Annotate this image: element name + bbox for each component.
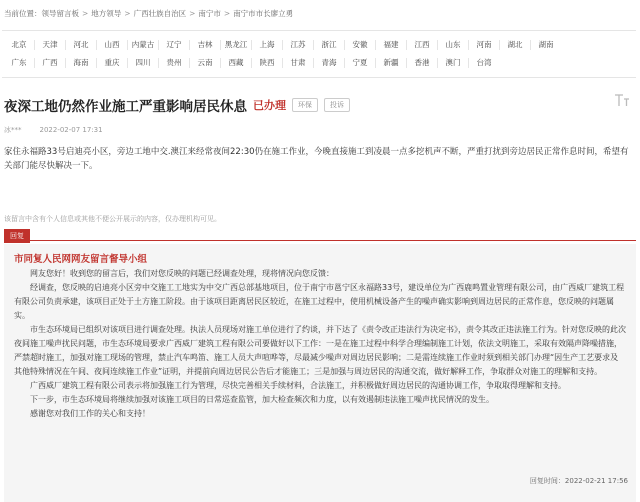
tag-environment[interactable]: 环保 <box>292 98 318 112</box>
breadcrumb-label: 当前位置： <box>4 9 42 18</box>
privacy-disclaimer: 该留言中含有个人信息或其他不便公开展示的内容，仅办理机构可见。 <box>4 215 221 223</box>
region-link[interactable]: 广东 <box>4 58 35 68</box>
region-link[interactable]: 贵州 <box>159 58 190 68</box>
reply-content <box>14 267 626 421</box>
region-link[interactable]: 河北 <box>66 40 97 50</box>
region-selector <box>2 30 636 78</box>
reply-paragraph: 感谢您对我们工作的关心和支持！ <box>30 409 150 418</box>
region-link[interactable]: 山东 <box>438 40 469 50</box>
region-link[interactable]: 黑龙江 <box>221 40 252 50</box>
region-link[interactable]: 湖北 <box>500 40 531 50</box>
breadcrumb-item[interactable]: 领导留言板 <box>41 9 79 18</box>
message-meta <box>4 125 103 135</box>
region-link[interactable]: 西藏 <box>221 58 252 68</box>
reply-time-label: 回复时间： <box>529 477 565 485</box>
author: 冰*** <box>4 126 22 134</box>
region-link[interactable]: 湖南 <box>538 40 554 49</box>
region-link[interactable]: 江西 <box>407 40 438 50</box>
reply-paragraph: 市生态环境局已组织对该项目进行调查处理。执法人员现场对施工单位进行了约谈，并下达了《责令改正违法行为决定书》，责令其改正违法施工行为。针对您反映的此次夜间施工噪声扰民问题，市生态环境局要求广西威厂建筑工程有限公司要做好以下工作：一是在施工过程中科学合理编制施工计划，依法文明施工，采取有效隔声降噪措施，严禁超时施工，加强对施工现场的管理，禁止汽车鸣笛、施工人员大声喧哗等，尽最减少噪声对周边居民影响；二是需连续施工作业时须到相关部门办理“因生产工艺要求及其他特殊情况在午间、夜间连续施工作业”证明，并提前向周边居民公告后才能施工；三是加强与周边居民的沟通交流，做好解释工作，争取群众对施工的理解和支持。 <box>14 325 626 376</box>
region-link[interactable]: 新疆 <box>376 58 407 68</box>
breadcrumb-separator: > <box>223 9 231 18</box>
region-link[interactable]: 内蒙古 <box>128 40 159 50</box>
breadcrumb-separator: > <box>189 9 196 18</box>
breadcrumb-item[interactable]: 广西壮族自治区 <box>133 9 187 18</box>
breadcrumb-item[interactable]: 南宁市 <box>198 9 221 18</box>
region-link[interactable]: 福建 <box>376 40 407 50</box>
replier-name: 市同复人民网网友留言督导小组 <box>14 254 148 265</box>
message-title: 夜深工地仍然作业施工严重影响居民休息 <box>4 99 247 115</box>
breadcrumb-separator: > <box>82 9 89 18</box>
region-link[interactable]: 甘肃 <box>283 58 314 68</box>
region-link[interactable]: 台湾 <box>476 58 492 67</box>
region-link[interactable]: 澳门 <box>438 58 469 68</box>
region-link[interactable]: 青海 <box>314 58 345 68</box>
region-link[interactable]: 江苏 <box>283 40 314 50</box>
tag-complaint[interactable]: 投诉 <box>324 98 350 112</box>
region-link[interactable]: 河南 <box>469 40 500 50</box>
region-row-2 <box>4 58 499 68</box>
message-title-row <box>4 95 350 115</box>
region-link[interactable]: 云南 <box>190 58 221 68</box>
reply-paragraph: 经调查，您反映的启迪亮小区旁中交施工工地实为中交广西总部基地项目，位于南宁市邕宁区永福路33号，建设单位为广西鹿鸣置业管理有限公司，由广西威厂建筑工程有限公司负责承建，该项目正处于土方施工阶段。由于该项目距离居民区较近，在施工过程中，使用机械设备产生的噪声确实影响到周边居民的正常作息，您反映的问题属实。 <box>14 283 625 320</box>
reply-paragraph: 广西威厂建筑工程有限公司表示将加强施工行为管理，尽快完善相关手续材料，合法施工，并积极做好周边居民的沟通协调工作，争取取得理解和支持。 <box>30 381 566 390</box>
message-date: 2022-02-07 17:31 <box>39 126 103 134</box>
region-link[interactable]: 广西 <box>35 58 66 68</box>
text-size-icon[interactable] <box>614 92 630 108</box>
region-link[interactable]: 天津 <box>35 40 66 50</box>
breadcrumb-separator: > <box>124 9 131 18</box>
region-link[interactable]: 浙江 <box>314 40 345 50</box>
region-link[interactable]: 宁夏 <box>345 58 376 68</box>
reply-divider <box>4 240 636 241</box>
breadcrumb <box>4 8 293 19</box>
region-link[interactable]: 陕西 <box>252 58 283 68</box>
reply-time <box>530 476 628 486</box>
region-link[interactable]: 上海 <box>252 40 283 50</box>
region-row-1 <box>4 40 561 50</box>
text-size-icon-svg <box>614 92 630 108</box>
status-badge: 已办理 <box>253 99 286 112</box>
reply-tag: 回复 <box>4 229 30 243</box>
region-link[interactable]: 海南 <box>66 58 97 68</box>
region-link[interactable]: 辽宁 <box>159 40 190 50</box>
reply-time-value: 2022-02-21 17:56 <box>564 477 628 485</box>
reply-paragraph: 网友您好！收到您的留言后，我们对您反映的问题已经调查处理，现将情况向您反馈： <box>30 269 334 278</box>
reply-paragraph: 下一步，市生态环境局将继续加强对该施工项目的日常巡查监管，加大检查频次和力度，以有效遏制违法施工噪声扰民情况的发生。 <box>30 395 494 404</box>
breadcrumb-item[interactable]: 地方领导 <box>91 9 122 18</box>
message-content: 家住永福路33号启迪亮小区，旁边工地中交.澳江来经常夜间22:30仍在施工作业，今晚直接施工到凌晨一点多挖机声不断，严重打扰到旁边居民正常作息时间，希望有关部门能尽快解决一下。 <box>4 147 629 171</box>
breadcrumb-item[interactable]: 南宁市市长廖立勇 <box>233 9 294 18</box>
region-link[interactable]: 重庆 <box>97 58 128 68</box>
region-link[interactable]: 山西 <box>97 40 128 50</box>
region-link[interactable]: 香港 <box>407 58 438 68</box>
region-link[interactable]: 安徽 <box>345 40 376 50</box>
region-link[interactable]: 吉林 <box>190 40 221 50</box>
region-link[interactable]: 北京 <box>4 40 35 50</box>
region-link[interactable]: 四川 <box>128 58 159 68</box>
